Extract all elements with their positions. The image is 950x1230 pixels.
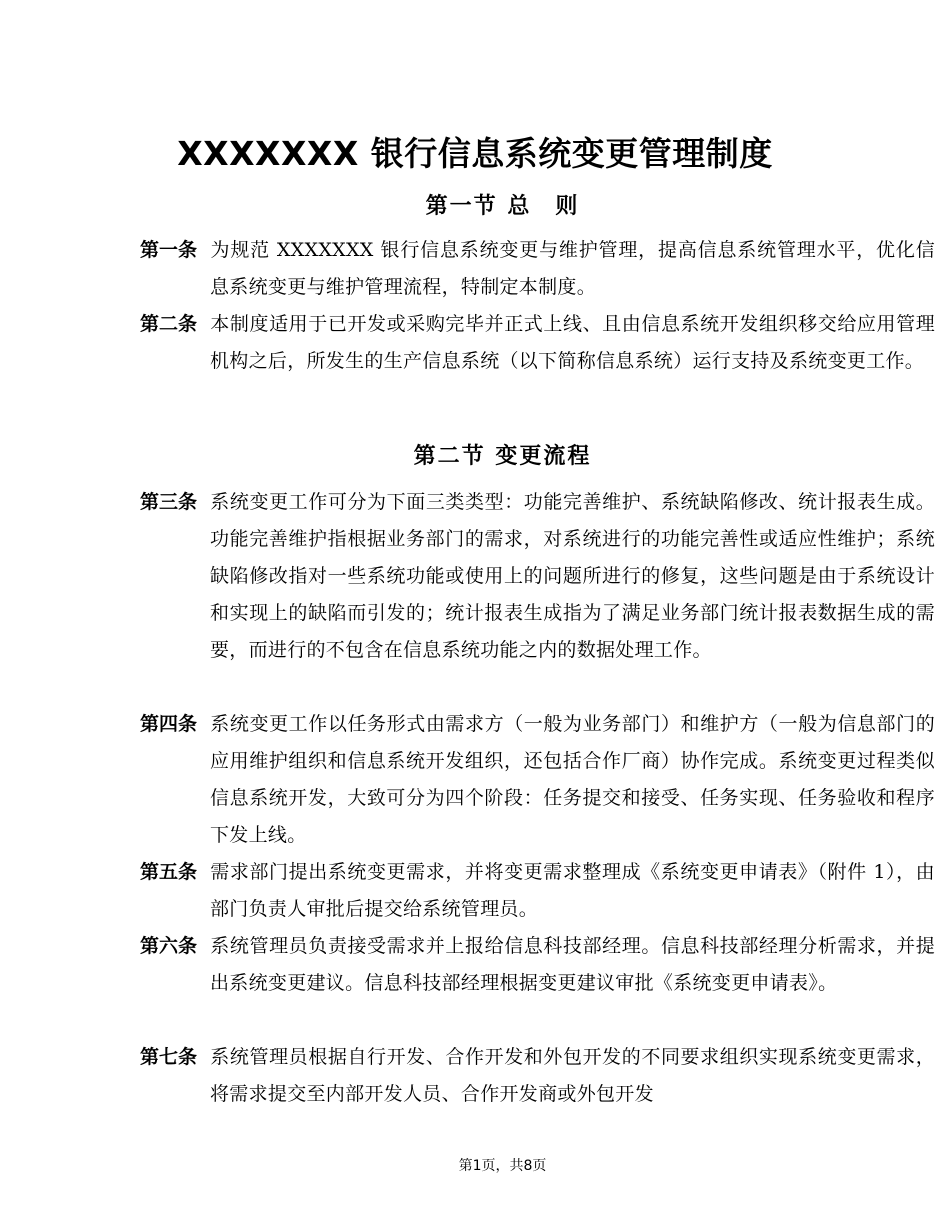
document-title: XXXXXXX 银行信息系统变更管理制度 (177, 134, 773, 173)
article-text: 系统变更工作以任务形式由需求方（一般为业务部门）和维护方（一般为信息部门的应用维护组织和信息系统开发组织，还包括合作厂商）协作完成。系统变更过程类似信息系统开发，大致可分为四个阶段：任务提交和接受、任务实现、任务验收和程序下发上线。 (210, 713, 935, 846)
article-number: 第四条 (140, 713, 198, 735)
section-heading-change-process: 第二节 变更流程 (413, 443, 592, 469)
article-3 (140, 484, 935, 669)
article-6 (140, 928, 935, 1002)
article-5 (140, 854, 935, 928)
article-text: 需求部门提出系统变更需求，并将变更需求整理成《系统变更申请表》（附件 1），由部门负责人审批后提交给系统管理员。 (210, 861, 935, 920)
article-number: 第二条 (140, 313, 198, 335)
article-number: 第七条 (140, 1046, 198, 1068)
article-1 (140, 232, 935, 306)
section-heading-general: 第一节 总 则 (425, 193, 580, 219)
article-number: 第一条 (140, 239, 198, 261)
article-text: 系统管理员负责接受需求并上报给信息科技部经理。信息科技部经理分析需求，并提出系统变更建议。信息科技部经理根据变更建议审批《系统变更申请表》。 (210, 935, 935, 994)
page-footer: 第1页，共8页 (458, 1158, 547, 1174)
article-number: 第六条 (140, 935, 198, 957)
article-number: 第五条 (140, 861, 198, 883)
article-2 (140, 306, 935, 380)
article-text: 系统管理员根据自行开发、合作开发和外包开发的不同要求组织实现系统变更需求，将需求提交至内部开发人员、合作开发商或外包开发 (210, 1046, 935, 1105)
article-7 (140, 1039, 935, 1113)
article-number: 第三条 (140, 491, 198, 513)
article-text: 系统变更工作可分为下面三类类型：功能完善维护、系统缺陷修改、统计报表生成。功能完善维护指根据业务部门的需求，对系统进行的功能完善性或适应性维护；系统缺陷修改指对一些系统功能或使用上的问题所进行的修复，这些问题是由于系统设计和实现上的缺陷而引发的；统计报表生成指为了满足业务部门统计报表数据生成的需要，而进行的不包含在信息系统功能之内的数据处理工作。 (210, 491, 935, 661)
article-text: 为规范 XXXXXXX 银行信息系统变更与维护管理，提高信息系统管理水平，优化信息系统变更与维护管理流程，特制定本制度。 (210, 239, 935, 298)
article-4 (140, 706, 935, 854)
article-text: 本制度适用于已开发或采购完毕并正式上线、且由信息系统开发组织移交给应用管理机构之后，所发生的生产信息系统（以下简称信息系统）运行支持及系统变更工作。 (210, 313, 935, 372)
